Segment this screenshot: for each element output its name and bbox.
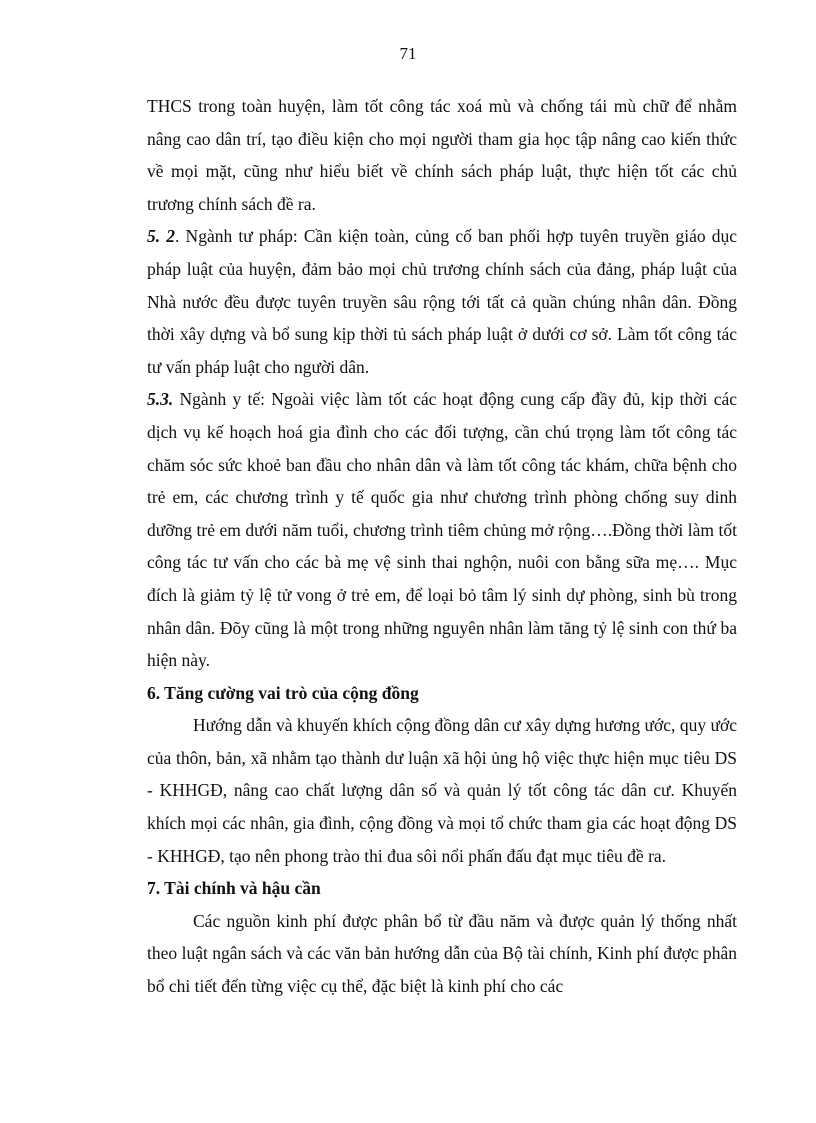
heading-section-6: 6. Tăng cường vai trò của cộng đồng [147, 682, 419, 703]
paragraph-text: . Ngành tư pháp: Cần kiện toàn, củng cố ban phối hợp tuyên truyền giáo dục pháp luật của huyện, đảm bảo mọi chủ trương chính sách của đảng, pháp luật của Nhà nước đều được tuyên truyền sâu rộng tới tất cả quần chúng nhân dân. Đồng thời xây dựng và bổ sung kịp thời tủ sách pháp luật ở dưới cơ sở. Làm tốt công tác tư vấn pháp luật cho người dân. [147, 226, 738, 377]
paragraph-text: Ngành y tế: Ngoài việc làm tốt các hoạt động cung cấp đầy đủ, kịp thời các dịch vụ kế hoạch hoá gia đình cho các đối tượng, cần chú trọng làm tốt công tác chăm sóc sức khoẻ ban đầu cho nhân dân và làm tốt công tác khám, chữa bệnh cho trẻ em, các chương trình y tế quốc gia như chương trình phòng chống suy dinh dưỡng trẻ em dưới năm tuổi, chương trình tiêm chủng mở rộng….Đồng thời làm tốt công tác tư vấn cho các bà mẹ vệ sinh thai nghộn, nuôi con bằng sữa mẹ…. Mục đích là giảm tỷ lệ tử vong ở trẻ em, để loại bỏ tâm lý sinh dự phòng, sinh bù trong nhân dân. Đõy cũng là một trong những nguyên nhân làm tăng tỷ lệ sinh con thứ ba hiện này. [147, 389, 737, 671]
section-label-5-2: 5. 2 [147, 226, 176, 247]
heading-section-7: 7. Tài chính và hậu cần [147, 878, 321, 899]
paragraph-section-7: Các nguồn kinh phí được phân bổ từ đầu năm và được quản lý thống nhất theo luật ngân sách và các văn bản hướng dẫn của Bộ tài chính, Kinh phí được phân bổ chi tiết đến từng việc cụ thể, đặc biệt là kinh phí cho các [147, 910, 737, 997]
page-number: 71 [399, 44, 417, 63]
paragraph-tu-phap [147, 220, 737, 383]
document-body [147, 90, 737, 1003]
paragraph-y-te [147, 383, 737, 676]
paragraph-section-6: Hướng dẫn và khuyến khích cộng đồng dân cư xây dựng hương ước, quy ước của thôn, bản, xã nhằm tạo thành dư luận xã hội ủng hộ việc thực hiện mục tiêu DS - KHHGĐ, nâng cao chất lượng dân số và quản lý tốt công tác dân cư. Khuyến khích mọi các nhân, gia đình, cộng đồng và mọi tổ chức tham gia các hoạt động DS - KHHGĐ, tạo nên phong trào thi đua sôi nổi phấn đấu đạt mục tiêu đề ra. [147, 715, 737, 866]
paragraph-thcs: THCS trong toàn huyện, làm tốt công tác xoá mù và chống tái mù chữ để nhằm nâng cao dân trí, tạo điều kiện cho mọi người tham gia học tập nâng cao kiến thức về mọi mặt, cũng như hiểu biết về chính sách pháp luật, thực hiện tốt các chủ trương chính sách đề ra. [147, 96, 737, 214]
section-label-5-3: 5.3. [147, 389, 174, 410]
